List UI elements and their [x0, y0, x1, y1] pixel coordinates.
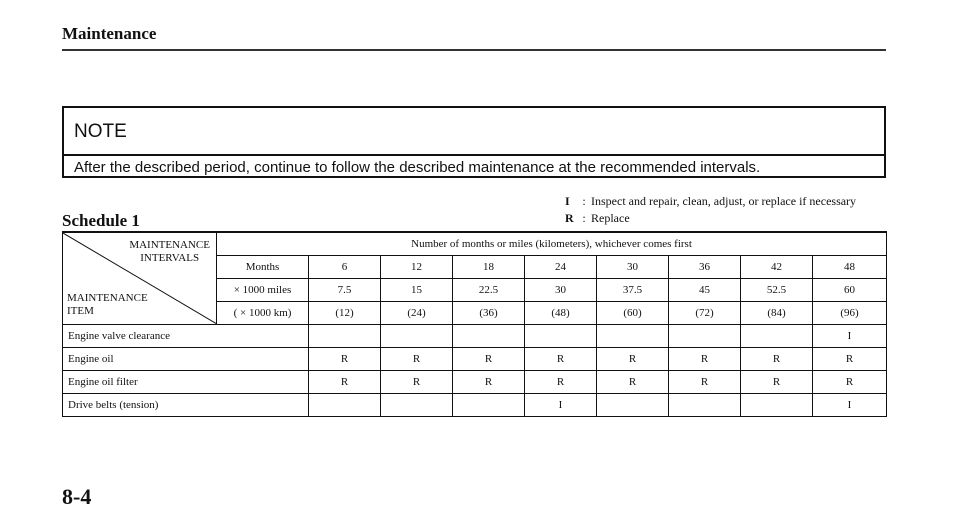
miles-cell: 15: [381, 278, 453, 301]
corner-intervals-label: MAINTENANCE INTERVALS: [129, 239, 210, 264]
schedule-cell: R: [309, 370, 381, 393]
legend-text: Inspect and repair, clean, adjust, or replace if necessary: [591, 194, 857, 208]
note-box: [62, 106, 886, 178]
legend-code: R: [565, 211, 574, 225]
months-cell: 42: [741, 255, 813, 278]
km-cell: (12): [309, 301, 381, 324]
schedule-cell: [381, 324, 453, 347]
legend-row-replace: [565, 210, 856, 227]
section-title: Maintenance: [62, 24, 157, 43]
months-label: Months: [217, 255, 309, 278]
item-name: Engine valve clearance: [63, 324, 309, 347]
km-cell: (72): [669, 301, 741, 324]
note-divider: [64, 154, 884, 156]
legend-colon: :: [582, 194, 586, 208]
km-label: ( × 1000 km): [217, 301, 309, 324]
schedule-cell: R: [381, 347, 453, 370]
schedule-cell: I: [525, 393, 597, 416]
miles-cell: 45: [669, 278, 741, 301]
schedule-cell: R: [381, 370, 453, 393]
table-row: [63, 324, 887, 347]
schedule-cell: R: [813, 370, 887, 393]
legend-row-inspect: [565, 193, 856, 210]
legend: [565, 193, 856, 227]
schedule-cell: [525, 324, 597, 347]
schedule-cell: R: [597, 347, 669, 370]
schedule-cell: R: [669, 347, 741, 370]
legend-text: Replace: [591, 211, 630, 225]
schedule-cell: [597, 324, 669, 347]
km-cell: (96): [813, 301, 887, 324]
schedule-cell: [453, 324, 525, 347]
legend-code: I: [565, 194, 570, 208]
schedule-cell: [741, 324, 813, 347]
miles-cell: 37.5: [597, 278, 669, 301]
schedule-cell: [597, 393, 669, 416]
months-cell: 36: [669, 255, 741, 278]
schedule-cell: R: [669, 370, 741, 393]
miles-label: × 1000 miles: [217, 278, 309, 301]
months-cell: 48: [813, 255, 887, 278]
schedule-cell: R: [813, 347, 887, 370]
schedule-cell: [453, 393, 525, 416]
maintenance-schedule-table: [62, 231, 887, 417]
schedule-cell: I: [813, 324, 887, 347]
table-row: [63, 393, 887, 416]
schedule-cell: [669, 393, 741, 416]
km-cell: (48): [525, 301, 597, 324]
months-cell: 24: [525, 255, 597, 278]
span-header: Number of months or miles (kilometers), whichever comes first: [217, 232, 887, 255]
table-header-row: [63, 232, 887, 255]
table-row: [63, 347, 887, 370]
schedule-cell: R: [741, 347, 813, 370]
schedule-cell: [309, 393, 381, 416]
miles-cell: 52.5: [741, 278, 813, 301]
item-name: Engine oil: [63, 347, 309, 370]
legend-colon: :: [582, 211, 586, 225]
km-cell: (24): [381, 301, 453, 324]
item-name: Engine oil filter: [63, 370, 309, 393]
schedule-cell: R: [453, 370, 525, 393]
miles-cell: 30: [525, 278, 597, 301]
schedule-cell: [669, 324, 741, 347]
schedule-cell: R: [741, 370, 813, 393]
months-cell: 6: [309, 255, 381, 278]
km-cell: (84): [741, 301, 813, 324]
km-cell: (60): [597, 301, 669, 324]
note-text: After the described period, continue to follow the described maintenance at the recommended intervals.: [74, 159, 761, 176]
months-cell: 30: [597, 255, 669, 278]
schedule-cell: R: [525, 370, 597, 393]
miles-cell: 22.5: [453, 278, 525, 301]
schedule-cell: I: [813, 393, 887, 416]
schedule-cell: R: [309, 347, 381, 370]
months-cell: 18: [453, 255, 525, 278]
schedule-title: Schedule 1: [62, 211, 140, 230]
item-name: Drive belts (tension): [63, 393, 309, 416]
table-corner-cell: [63, 232, 217, 324]
miles-cell: 7.5: [309, 278, 381, 301]
km-cell: (36): [453, 301, 525, 324]
page-number: 8-4: [62, 484, 92, 509]
schedule-cell: [381, 393, 453, 416]
header-rule: [62, 49, 886, 51]
note-title: NOTE: [74, 121, 127, 142]
schedule-cell: [309, 324, 381, 347]
corner-item-label: MAINTENANCE ITEM: [67, 291, 148, 317]
schedule-cell: R: [597, 370, 669, 393]
schedule-cell: R: [453, 347, 525, 370]
months-cell: 12: [381, 255, 453, 278]
schedule-cell: R: [525, 347, 597, 370]
miles-cell: 60: [813, 278, 887, 301]
schedule-cell: [741, 393, 813, 416]
table-row: [63, 370, 887, 393]
